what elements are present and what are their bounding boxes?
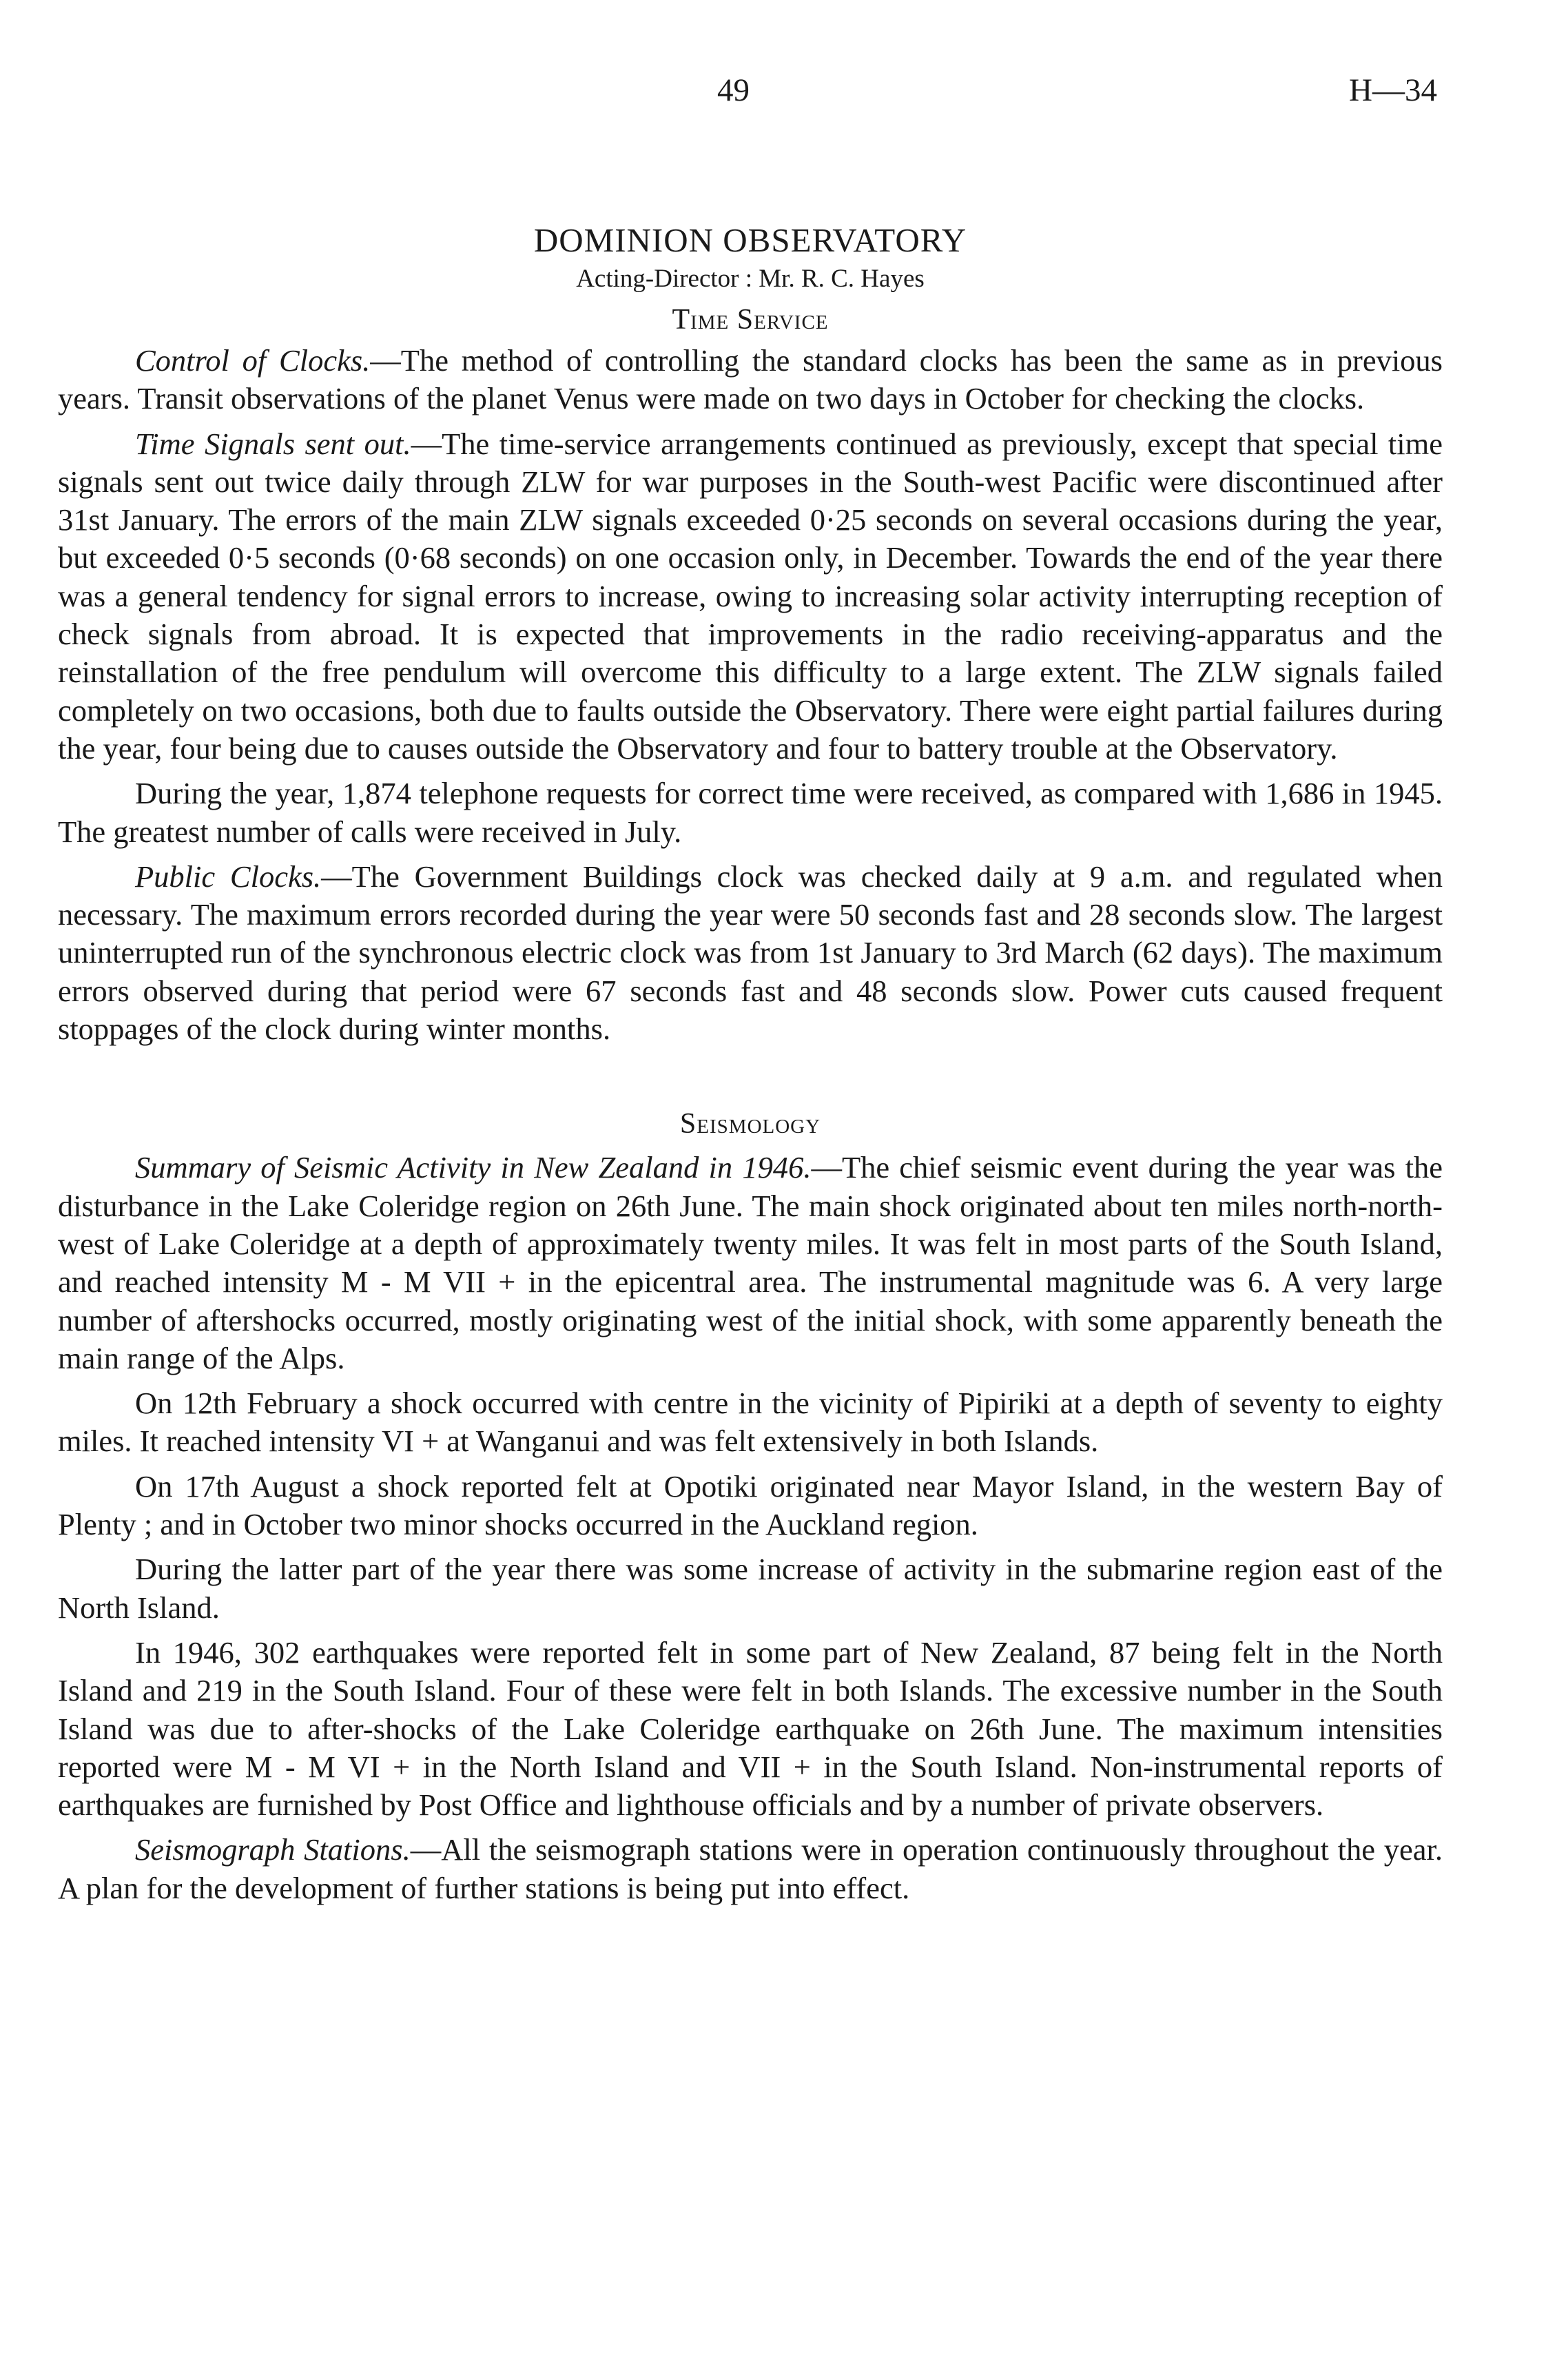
paragraph-text: —All the seismograph stations were in operation continuously throughout the year. A plan for the development of further stations is being put into effect. [58, 1832, 1443, 1905]
paragraph-control-of-clocks [58, 342, 1443, 418]
paragraph-text: On 12th February a shock occurred with centre in the vicinity of Pipiriki at a depth of seventy to eighty miles. It reached intensity VI + at Wanganui and was felt extensively in both Islands. [58, 1386, 1443, 1459]
paragraph-earthquake-counts [58, 1634, 1443, 1824]
paragraph-text: —The Government Buildings clock was checked daily at 9 a.m. and regulated when necessary. The maximum errors recorded during the year were 50 seconds fast and 28 seconds slow. The largest uninterrupted run of the synchronous electric clock was from 1st January to 3rd March (62 days). The maximum errors observed during that period were 67 seconds fast and 48 seconds slow. Power cuts caused frequent stoppages of the clock during winter months. [58, 859, 1443, 1047]
paragraph-text: —The method of controlling the standard clocks has been the same as in previous years. Transit observations of the planet Venus were made on two days in October for checking the clocks. [58, 343, 1443, 416]
run-in-heading: Summary of Seismic Activity in New Zealand in 1946. [135, 1150, 812, 1185]
paragraph-august-shock [58, 1468, 1443, 1544]
paragraph-text: —The chief seismic event during the year was the disturbance in the Lake Coleridge region on 26th June. The main shock originated about ten miles north-north-west of Lake Coleridge at a depth of approximately twenty miles. It was felt in most parts of the South Island, and reached intensity M - M VII + in the epicentral area. The instrumental magnitude was 6. A very large number of aftershocks occurred, mostly originating west of the initial shock, with some apparently beneath the main range of the Alps. [58, 1150, 1443, 1375]
page-title: DOMINION OBSERVATORY [533, 221, 967, 259]
paragraph-text: —The time-service arrangements continued as previously, except that special time signals sent out twice daily through ZLW for war purposes in the South-west Pacific were discontinued after 31st January. The errors of the main ZLW signals exceeded 0·25 seconds on several occasions during the year, but exceeded 0·5 seconds (0·68 seconds) on one occasion only, in December. Towards the end of the year there was a general tendency for signal errors to increase, owing to increasing solar activity interrupting reception of check signals from abroad. It is expected that improvements in the radio receiving-apparatus and the reinstallation of the free pendulum will overcome this difficulty to a large extent. The ZLW signals failed completely on two occasions, both due to faults outside the Observatory. There were eight partial failures during the year, four being due to causes outside the Observatory and four to battery trouble at the Observatory. [58, 426, 1443, 766]
time-service-heading: Time Service [672, 304, 829, 336]
run-in-heading: Time Signals sent out. [135, 426, 411, 461]
paragraph-public-clocks [58, 858, 1443, 1048]
run-in-heading: Control of Clocks. [135, 343, 371, 378]
paragraph-seismic-summary [58, 1149, 1443, 1377]
paragraph-text: In 1946, 302 earthquakes were reported felt in some part of New Zealand, 87 being felt in the North Island and 219 in the South Island. Four of these were felt in both Islands. The excessive number in the South Island was due to after-shocks of the Lake Coleridge earthquake on 26th June. The maximum intensities reported were M - M VI + in the North Island and VII + in the South Island. Non-instrumental reports of earthquakes are furnished by Post Office and lighthouse officials and by a number of private observers. [58, 1634, 1443, 1823]
paragraph-text: On 17th August a shock reported felt at Opotiki originated near Mayor Island, in the western Bay of Plenty ; and in October two minor shocks occurred in the Auckland region. [58, 1468, 1443, 1542]
paragraph-submarine-activity [58, 1550, 1443, 1627]
paragraph-seismograph-stations [58, 1831, 1443, 1907]
run-in-heading: Public Clocks. [135, 859, 322, 894]
page-number: 49 [717, 72, 750, 108]
seismology-heading: Seismology [679, 1108, 821, 1140]
document-reference: H—34 [1349, 72, 1437, 108]
run-in-heading: Seismograph Stations. [135, 1832, 411, 1867]
document-page [58, 63, 1443, 1914]
acting-director-line: Acting-Director : Mr. R. C. Hayes [576, 265, 925, 293]
paragraph-text: During the latter part of the year there was some increase of activity in the submarine region east of the North Island. [58, 1552, 1443, 1625]
paragraph-text: During the year, 1,874 telephone requests for correct time were received, as compared with 1,686 in 1945. The greatest number of calls were received in July. [58, 776, 1443, 849]
paragraph-time-signals [58, 425, 1443, 768]
running-head [58, 63, 1443, 119]
paragraph-february-shock [58, 1384, 1443, 1461]
paragraph-telephone-requests [58, 774, 1443, 851]
